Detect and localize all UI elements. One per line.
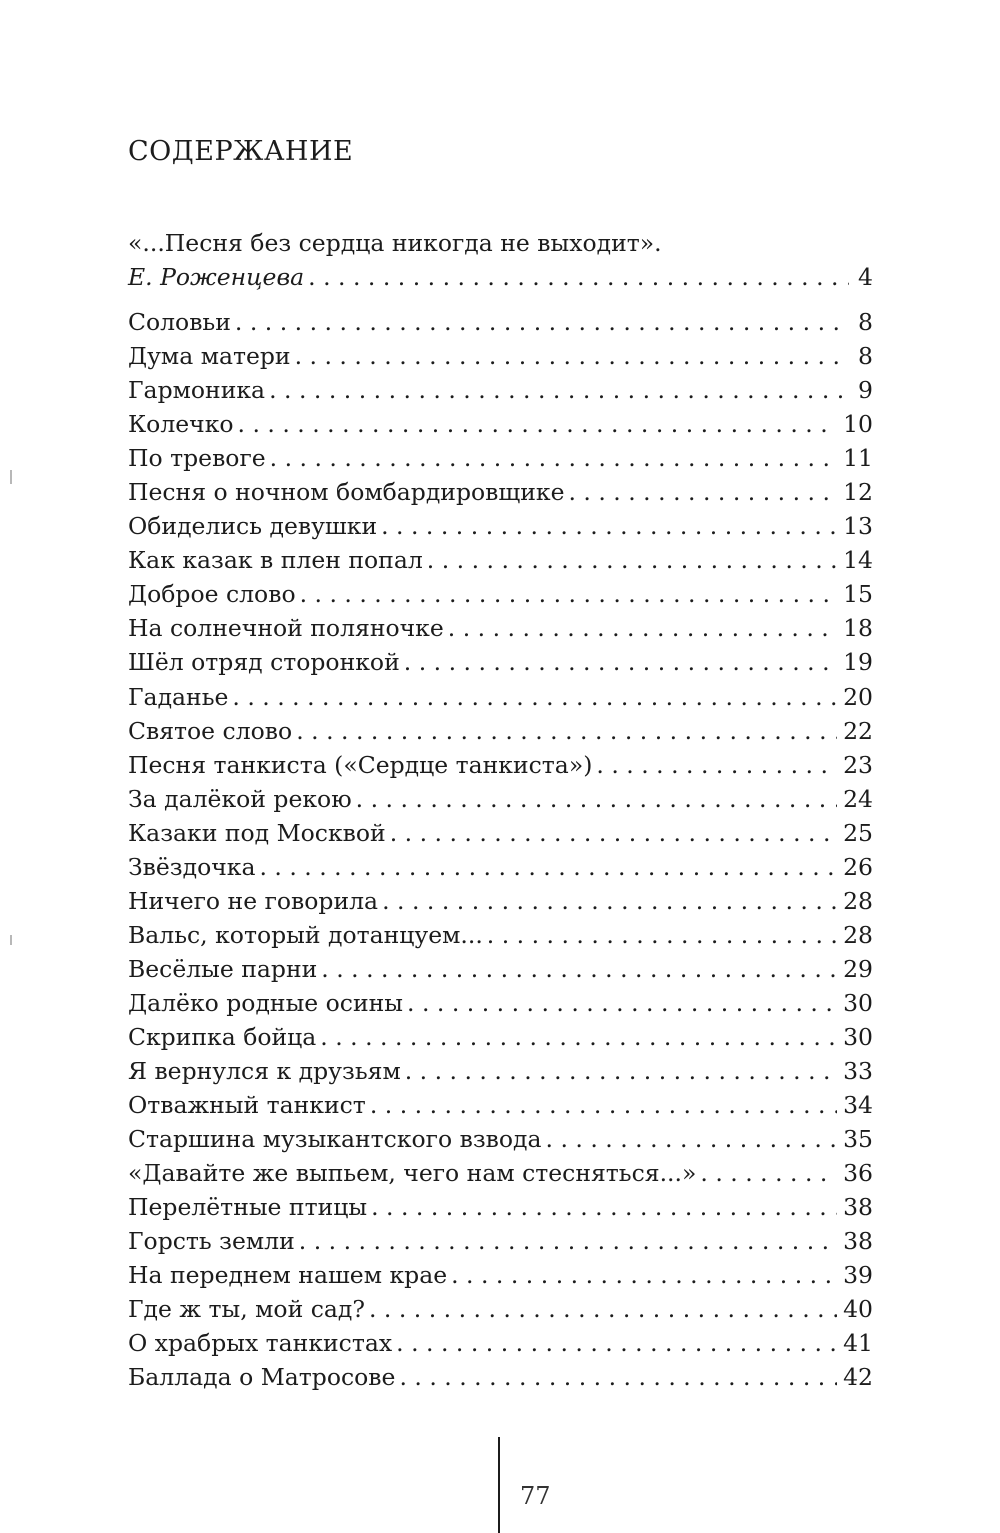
toc-entry — [128, 373, 873, 407]
toc-entry-title: Шёл отряд сторонкой — [128, 648, 400, 677]
toc-entry-title: Скрипка бойца — [128, 1022, 317, 1051]
dot-leader — [320, 1020, 837, 1054]
toc-entry-page: 26 — [843, 852, 873, 881]
toc-entry-page: 25 — [843, 818, 873, 847]
toc-entry-title: Баллада о Матросове — [128, 1363, 396, 1392]
toc-entry-page: 28 — [843, 920, 873, 949]
dot-leader — [390, 816, 837, 850]
toc-entry — [128, 441, 873, 475]
toc-entry — [128, 680, 873, 714]
toc-entry-page: 12 — [843, 478, 873, 507]
dot-leader — [381, 509, 837, 543]
dot-leader — [407, 986, 837, 1020]
dot-leader — [404, 645, 837, 679]
toc-entry-page: 18 — [843, 614, 873, 643]
dot-leader — [568, 475, 837, 509]
dot-leader — [396, 1326, 837, 1360]
toc-entry-title: Колечко — [128, 410, 234, 439]
page-number: 77 — [520, 1482, 551, 1510]
toc-entry — [128, 952, 873, 986]
dot-leader — [371, 1190, 837, 1224]
dot-leader — [235, 305, 849, 339]
dot-leader — [369, 1292, 837, 1326]
toc-entry-page: 15 — [843, 580, 873, 609]
toc-entry-title: Гаданье — [128, 682, 229, 711]
toc-entry-title: Песня о ночном бомбардировщике — [128, 478, 565, 507]
dot-leader — [451, 1258, 837, 1292]
toc-entry-page: 33 — [843, 1057, 873, 1086]
toc-entry — [128, 986, 873, 1020]
toc-entry-page: 30 — [843, 1022, 873, 1051]
dot-leader — [700, 1156, 837, 1190]
toc-entry — [128, 543, 873, 577]
toc-entry — [128, 1224, 873, 1258]
toc-entry-page: 38 — [843, 1193, 873, 1222]
toc-entry-title: «Давайте же выпьем, чего нам стесняться...» — [128, 1159, 697, 1188]
preface-title: «...Песня без сердца никогда не выходит». — [128, 229, 662, 257]
toc-entry — [128, 884, 873, 918]
toc-entry-page: 24 — [843, 784, 873, 813]
dot-leader — [270, 441, 837, 475]
dot-leader — [295, 339, 849, 373]
toc-entry-page: 34 — [843, 1091, 873, 1120]
toc-entry-page: 30 — [843, 988, 873, 1017]
dot-leader — [448, 611, 837, 645]
toc-entry — [128, 1360, 873, 1394]
dot-leader — [370, 1088, 837, 1122]
toc-entry-page: 36 — [843, 1159, 873, 1188]
toc-entry-title: На солнечной поляночке — [128, 614, 444, 643]
toc-entry — [128, 1054, 873, 1088]
toc-entry-title: Дума матери — [128, 342, 291, 371]
toc-entry-title: Отважный танкист — [128, 1091, 366, 1120]
toc-entry — [128, 1088, 873, 1122]
toc-entry — [128, 850, 873, 884]
toc-entry-title: Гармоника — [128, 376, 266, 405]
toc-entry-title: Горсть земли — [128, 1227, 295, 1256]
toc-entry — [128, 816, 873, 850]
toc-entry-title: Святое слово — [128, 716, 293, 745]
toc-entry-page: 20 — [843, 682, 873, 711]
toc-entry-page: 8 — [858, 308, 873, 336]
toc-list — [128, 305, 873, 1395]
toc-entry — [128, 577, 873, 611]
toc-entry — [128, 1292, 873, 1326]
toc-entry-title: Звёздочка — [128, 852, 256, 881]
toc-entry-title: Вальс, который дотанцуем... — [128, 920, 483, 949]
toc-entry-title: Я вернулся к друзьям — [128, 1057, 401, 1086]
preface-page-number: 4 — [858, 263, 873, 291]
dot-leader — [399, 1360, 837, 1394]
toc-entry — [128, 645, 873, 679]
toc-entry — [128, 475, 873, 509]
toc-entry-title: За далёкой рекою — [128, 784, 352, 813]
dot-leader — [321, 952, 837, 986]
toc-entry-page: 11 — [843, 444, 873, 473]
toc-entry — [128, 1156, 873, 1190]
toc-entry — [128, 1326, 873, 1360]
toc-entry-title: Далёко родные осины — [128, 988, 404, 1017]
dot-leader — [356, 782, 837, 816]
preface-author: Е. Роженцева — [128, 263, 305, 291]
dot-leader — [269, 373, 849, 407]
toc-entry — [128, 714, 873, 748]
toc-entry-title: Песня танкиста («Сердце танкиста») — [128, 750, 593, 779]
toc-entry-page: 40 — [843, 1295, 873, 1324]
toc-entry — [128, 305, 873, 339]
toc-entry-page: 13 — [843, 512, 873, 541]
preface-author-row — [128, 260, 873, 294]
dot-leader — [487, 918, 837, 952]
toc-entry-title: По тревоге — [128, 444, 266, 473]
toc-entry-title: Где ж ты, мой сад? — [128, 1295, 365, 1324]
toc-entry-page: 35 — [843, 1125, 873, 1154]
dot-leader — [238, 407, 838, 441]
toc-entry-title: Перелётные птицы — [128, 1193, 368, 1222]
toc-entry-page: 8 — [858, 342, 873, 371]
dot-leader — [427, 543, 837, 577]
toc-entry-title: Весёлые парни — [128, 954, 318, 983]
toc-entry — [128, 1258, 873, 1292]
toc-entry — [128, 1122, 873, 1156]
dot-leader — [259, 850, 837, 884]
dot-leader — [299, 1224, 837, 1258]
scan-mark — [10, 935, 12, 945]
dot-leader — [300, 577, 838, 611]
toc-entry — [128, 1020, 873, 1054]
toc-entry-title: Старшина музыкантского взвода — [128, 1125, 542, 1154]
toc-entry-title: Как казак в плен попал — [128, 546, 423, 575]
toc-entry — [128, 407, 873, 441]
toc-entry-title: Соловьи — [128, 308, 231, 336]
toc-entry-page: 10 — [843, 410, 873, 439]
toc-entry-page: 28 — [843, 886, 873, 915]
toc-entry-title: На переднем нашем крае — [128, 1261, 448, 1290]
toc-entry-page: 41 — [843, 1329, 873, 1358]
toc-entry-title: Доброе слово — [128, 580, 296, 609]
dot-leader — [232, 680, 837, 714]
toc-entry — [128, 918, 873, 952]
toc-entry-page: 23 — [843, 750, 873, 779]
toc-entry — [128, 509, 873, 543]
toc-entry — [128, 782, 873, 816]
dot-leader — [296, 714, 837, 748]
dot-leader — [596, 748, 837, 782]
toc-entry-title: Ничего не говорила — [128, 886, 379, 915]
scan-mark — [10, 470, 12, 484]
gutter-line — [498, 1437, 500, 1533]
toc-entry-page: 19 — [843, 648, 873, 677]
page-title: СОДЕРЖАНИЕ — [128, 136, 354, 167]
toc-entry-page: 39 — [843, 1261, 873, 1290]
toc-entry-title: Казаки под Москвой — [128, 818, 386, 847]
toc-entry-page: 22 — [843, 716, 873, 745]
dot-leader — [382, 884, 837, 918]
toc-entry-page: 42 — [843, 1363, 873, 1392]
toc-entry-title: О храбрых танкистах — [128, 1329, 393, 1358]
dot-leader — [405, 1054, 837, 1088]
dot-leader — [308, 260, 849, 294]
toc-entry — [128, 1190, 873, 1224]
toc-entry-title: Обиделись девушки — [128, 512, 378, 541]
toc-entry-page: 38 — [843, 1227, 873, 1256]
dot-leader — [546, 1122, 838, 1156]
toc-entry — [128, 339, 873, 373]
toc-entry — [128, 748, 873, 782]
preface-entry — [128, 226, 873, 294]
toc-entry-page: 9 — [858, 376, 873, 405]
toc-entry-page: 29 — [843, 954, 873, 983]
toc-entry — [128, 611, 873, 645]
toc-entry-page: 14 — [843, 546, 873, 575]
